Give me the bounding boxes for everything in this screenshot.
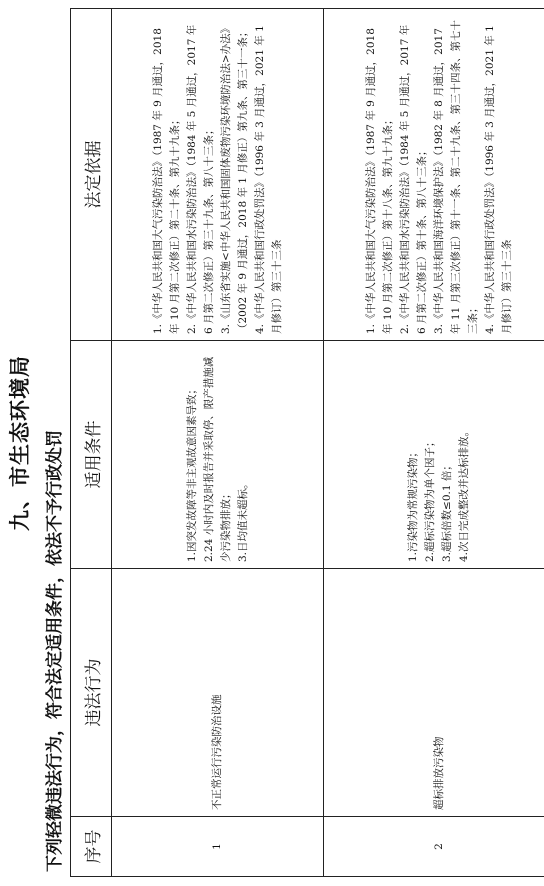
condition-item: 2.超标污染物为单个因子；	[424, 436, 436, 562]
condition-item: 1.污染物为常规污染物；	[407, 446, 419, 562]
basis-item: 4.《中华人民共和国行政处罚法》（1996 年 3 月通过，2021 年 1 月修订）第三十三条	[253, 25, 283, 334]
chapter-title: 九、市生态环境局	[8, 355, 32, 531]
condition-item: 3.日均值未超标。	[236, 478, 249, 562]
basis-item: 2.《中华人民共和国水污染防治法》（1984 年 5 月通过，2017 年 6 月第二次修正）第三十九条、第八十三条；	[185, 24, 215, 334]
condition-item: 4.次日完成整改并达标排放。	[458, 425, 470, 562]
basis-item: 2.《中华人民共和国水污染防治法》（1984 年 5 月通过，2017 年 6 月第二次修正）第十条、第八十三条；	[398, 24, 428, 334]
basis-item: 1.《中华人民共和国大气污染防治法》（1987 年 9 月通过，2018 年 10 月第二次修正）第十八条、第九十九条；	[364, 28, 394, 334]
intro-text: 下列轻微违法行为，符合法定适用条件，依法不予行政处罚	[45, 430, 65, 872]
legal-basis-cell	[112, 9, 324, 341]
header-violation: 违法行为	[71, 569, 112, 817]
violation-cell: 超标排放污染物	[324, 569, 544, 817]
header-legal-basis: 法定依据	[71, 9, 112, 341]
conditions-cell	[112, 341, 324, 569]
table-row	[324, 9, 544, 877]
condition-item: 1.因突发故障等非主观故意因素导致；	[185, 383, 198, 562]
condition-item: 2.24 小时内及时报告并采取停、限产措施减少污染物排放；	[202, 356, 232, 562]
legal-basis-cell	[324, 9, 544, 341]
penalty-exemption-table	[70, 8, 544, 877]
violation-cell: 不正常运行污染防治设施	[112, 569, 324, 817]
conditions-cell	[324, 341, 544, 569]
header-number: 序号	[71, 817, 112, 877]
basis-item: 4.《中华人民共和国行政处罚法》（1996 年 3 月通过，2021 年 1 月修订）第三十三条	[483, 25, 513, 334]
row-number: 2	[324, 817, 544, 877]
row-number: 1	[112, 817, 324, 877]
basis-item: 3.《山东省实施<中华人民共和国固体废物污染环境防治法>办法》（2002 年 9 月通过，2018 年 1 月修正）第九条、第三十一条；	[219, 22, 249, 334]
header-conditions: 适用条件	[71, 341, 112, 569]
table-row	[112, 9, 324, 877]
basis-item: 3.《中华人民共和国海洋环境保护法》（1982 年 8 月通过，2017 年 11 月第三次修正）第十一条、第二十九条、第三十四条、第七十三条；	[432, 19, 479, 334]
condition-item: 3.超标倍数≤0.1 倍；	[441, 460, 453, 562]
basis-item: 1.《中华人民共和国大气污染防治法》（1987 年 9 月通过，2018 年 10 月第二次修正）第二十条、第九十九条；	[151, 28, 181, 334]
table-header-row	[71, 9, 112, 877]
